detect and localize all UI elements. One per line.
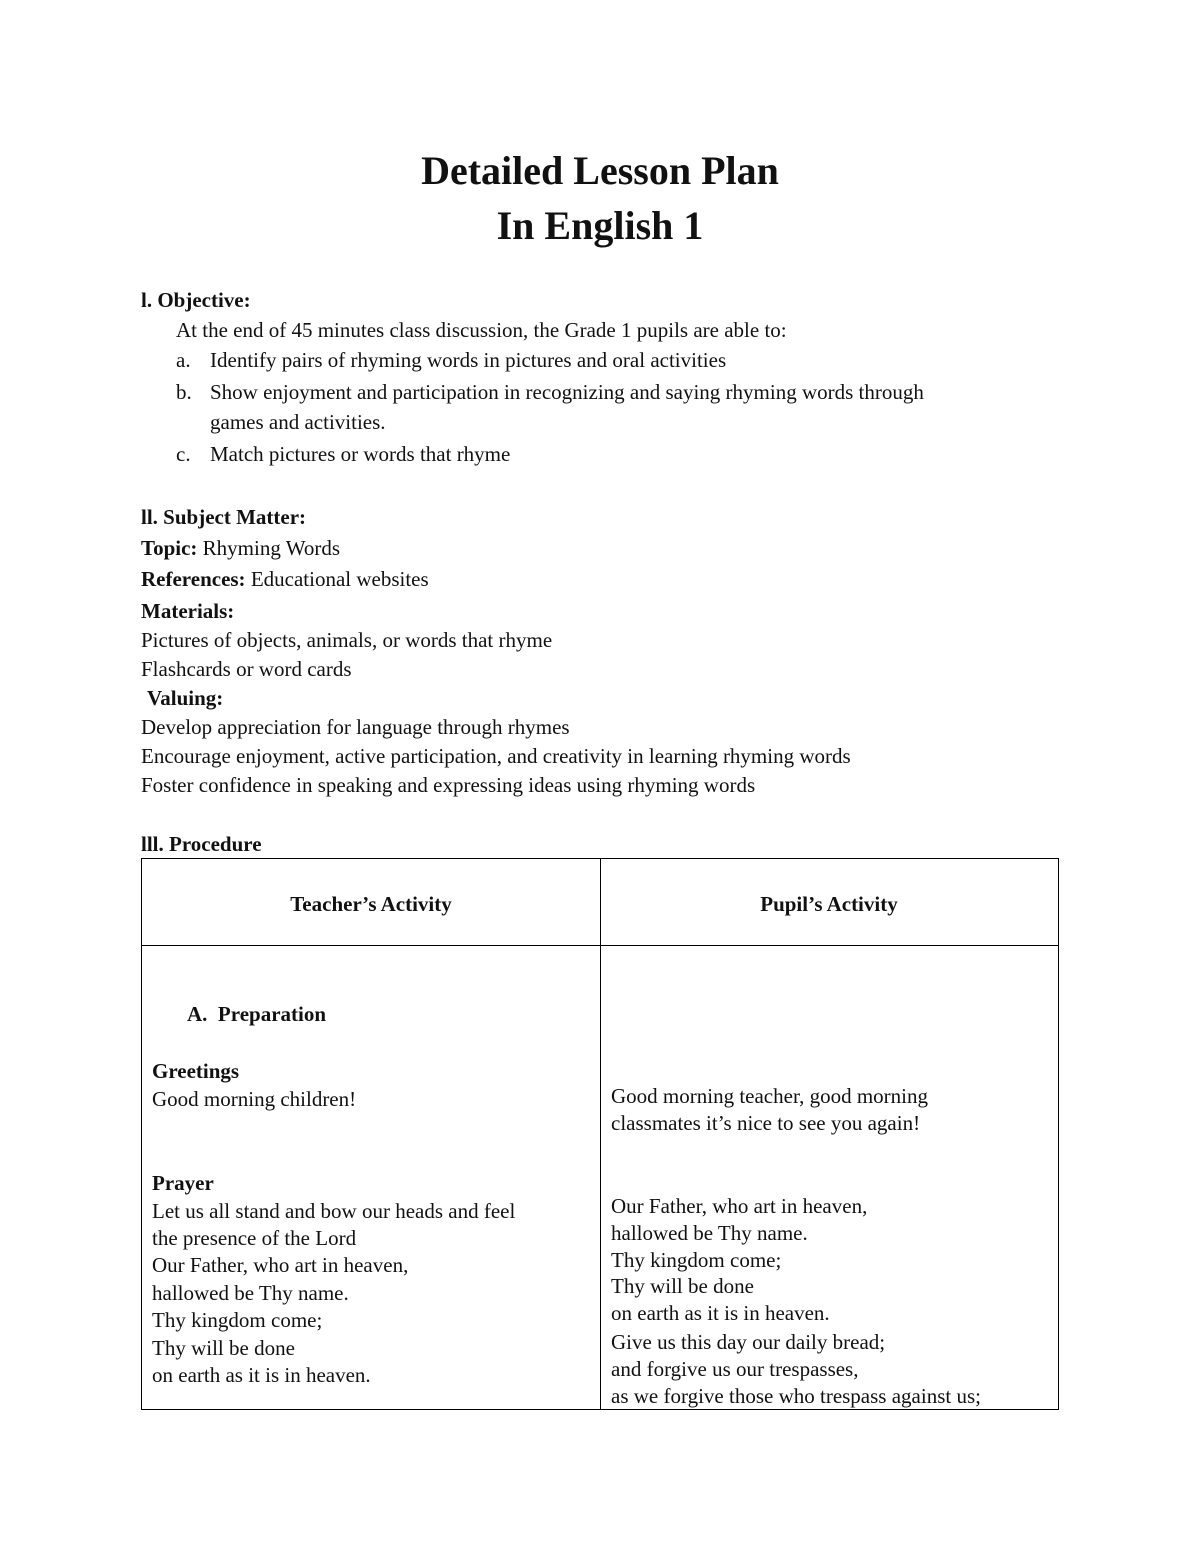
pupil-prayer-line: hallowed be Thy name.: [611, 1221, 808, 1245]
objective-item-text: Show enjoyment and participation in recognizing and saying rhyming words through: [210, 380, 924, 404]
references-value: Educational websites: [250, 567, 429, 591]
teacher-greeting: Good morning children!: [152, 1087, 357, 1111]
references-label: References:: [141, 567, 246, 591]
pupil-greeting-line: classmates it’s nice to see you again!: [611, 1111, 921, 1135]
materials-item: Pictures of objects, animals, or words that rhyme: [141, 628, 553, 652]
topic-line: [141, 535, 340, 561]
pupil-prayer-line: Our Father, who art in heaven,: [611, 1194, 868, 1218]
references-line: [141, 566, 429, 592]
objective-intro: At the end of 45 minutes class discussion, the Grade 1 pupils are able to:: [176, 318, 787, 342]
valuing-item: Foster confidence in speaking and expressing ideas using rhyming words: [141, 773, 756, 797]
doc-title-line2: In English 1: [496, 203, 704, 248]
list-marker: a.: [176, 348, 191, 372]
pupil-activity-header: Pupil’s Activity: [760, 892, 898, 916]
valuing-label: Valuing:: [147, 686, 224, 710]
pupil-greeting-line: Good morning teacher, good morning: [611, 1084, 929, 1108]
objective-item-b-cont: games and activities.: [210, 410, 386, 434]
teacher-prayer-line: Let us all stand and bow our heads and feel: [152, 1199, 516, 1223]
objective-heading: l. Objective:: [141, 288, 251, 312]
objective-item-a: [176, 347, 726, 373]
section-marker: A.: [187, 1002, 208, 1026]
teacher-prayer-line: on earth as it is in heaven.: [152, 1363, 371, 1387]
list-marker: c.: [176, 442, 191, 466]
teacher-prayer-line: Thy kingdom come;: [152, 1308, 323, 1332]
section-title: Preparation: [217, 1002, 327, 1026]
objective-item-c: [176, 441, 510, 467]
doc-title-line1: Detailed Lesson Plan: [421, 148, 779, 193]
procedure-table: [141, 858, 1059, 1410]
greetings-label: Greetings: [152, 1059, 240, 1083]
objective-item-text: Identify pairs of rhyming words in pictures and oral activities: [210, 348, 727, 372]
topic-label: Topic:: [141, 536, 198, 560]
pupil-prayer-line: and forgive us our trespasses,: [611, 1357, 859, 1381]
procedure-heading: lll. Procedure: [141, 832, 262, 856]
valuing-item: Encourage enjoyment, active participation, and creativity in learning rhyming words: [141, 744, 851, 768]
teacher-prayer-line: Our Father, who art in heaven,: [152, 1253, 409, 1277]
pupil-prayer-line: as we forgive those who trespass against us;: [611, 1384, 981, 1408]
teacher-prayer-line: hallowed be Thy name.: [152, 1281, 349, 1305]
prayer-label: Prayer: [152, 1171, 214, 1195]
teacher-prayer-line: Thy will be done: [152, 1336, 295, 1360]
section-preparation: [187, 1001, 326, 1028]
teacher-activity-header: Teacher’s Activity: [290, 892, 452, 916]
materials-item: Flashcards or word cards: [141, 657, 352, 681]
subject-matter-heading: ll. Subject Matter:: [141, 505, 307, 529]
pupil-prayer-line: Give us this day our daily bread;: [611, 1330, 886, 1354]
valuing-item: Develop appreciation for language through rhymes: [141, 715, 570, 739]
list-marker: b.: [176, 380, 192, 404]
objective-item-b: [176, 379, 924, 405]
pupil-prayer-line: Thy will be done: [611, 1274, 754, 1298]
pupil-prayer-line: on earth as it is in heaven.: [611, 1301, 830, 1325]
materials-label: Materials:: [141, 599, 235, 623]
objective-item-text: Match pictures or words that rhyme: [210, 442, 511, 466]
pupil-prayer-line: Thy kingdom come;: [611, 1248, 782, 1272]
teacher-prayer-line: the presence of the Lord: [152, 1226, 357, 1250]
topic-value: Rhyming Words: [202, 536, 341, 560]
table-column-divider: [600, 859, 601, 1409]
